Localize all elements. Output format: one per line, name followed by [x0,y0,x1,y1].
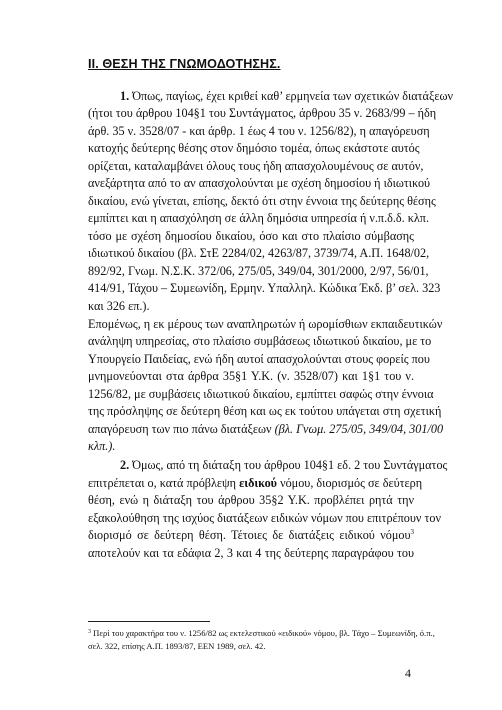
paragraph-2-line [88,476,423,491]
section-heading: ΙΙ. ΘΕΣΗ ΤΗΣ ΓΝΩΜΟΔΟΤΗΣΗΣ. [88,57,281,71]
paragraph-2-line [88,458,448,473]
paragraph-1-line: ορίζεται, καταλαμβάνει όλους τους ήδη απασχολουμένους σε αυτόν, [88,159,424,173]
paragraph-2-line [88,528,414,543]
footnote-text: Περί του χαρακτήρα του ν. 1256/82 ως εκτελεστικού «ειδικού» νόμου, βλ. Τάχο – Συμεωνίδη, ό.π., [91,628,435,638]
paragraph-2-line: εξακολούθηση της ισχύος διατάξεων ειδικών νόμων που επιτρέπουν τον [88,511,441,525]
paragraph-1-line: κατοχής δεύτερης θέσης στον δημόσιο τομέα, όπως εκάστοτε αυτός [88,141,420,155]
paragraph-b-line: 1256/82, με συμβάσεις ιδιωτικού δικαίου, εμπίπτει σαφώς στην έννοια [88,387,434,401]
paragraph-2-number: 2. [120,458,130,472]
paragraph-b-citation: (βλ. Γνωμ. 275/05, 349/04, 301/00 [274,422,444,436]
paragraph-b-text: απαγόρευση των πιο πάνω διατάξεων [88,422,275,436]
paragraph-b-last-line: κλπ.). [88,439,116,453]
paragraph-1-line: άρθ. 35 ν. 3528/07 - και άρθρ. 1 έως 4 του ν. 1256/82), η απαγόρευση [88,124,430,138]
paragraph-1-line: εμπίπτει και η απασχόληση σε άλλη δημόσια υπηρεσία ή ν.π.δ.δ. κλπ. [88,211,430,225]
paragraph-1-line [88,89,454,104]
paragraph-b-line: Υπουργείο Παιδείας, ενώ ήδη αυτοί απασχολούνται στους φορείς που [88,352,430,366]
paragraph-1-first-line: Όπως, παγίως, έχει κριθεί καθ’ ερμηνεία των σχετικών διατάξεων [129,89,454,103]
paragraph-b-line [88,422,444,437]
paragraph-1-number: 1. [120,89,130,103]
paragraph-1-line: 414/91, Τάχου – Συμεωνίδη, Ερμην. Υπαλληλ. Κώδικα Έκδ. β’ σελ. 323 [88,281,441,295]
footnote-marker: 3 [88,629,91,635]
paragraph-2-line: αποτελούν και τα εδάφια 2, 3 και 4 της δεύτερης παραγράφου του [88,546,414,560]
footnote-line [88,628,435,639]
footnote-line: σελ. 322, επίσης Α.Π. 1893/87, ΕΕΝ 1989, σελ. 42. [88,641,266,651]
paragraph-b-line: ανάληψη υπηρεσίας, στο πλαίσιο συμβάσεως ιδιωτικού δικαίου, με το [88,334,432,348]
page-number: 4 [405,666,411,680]
paragraph-2-first-line: Όμως, από τη διάταξη του άρθρου 104§1 εδ. 2 του Συντάγματος [129,458,448,472]
paragraph-1-line: ανεξάρτητα από το αν απασχολούνται με σχέση δημοσίου ή ιδιωτικού [88,176,431,190]
paragraph-2-text: επιτρέπεται ο, κατά πρόβλεψη [88,476,240,490]
paragraph-2-text: διορισμό σε δεύτερη θέση. Τέτοιες δε διατάξεις ειδικού νόμου [88,528,411,542]
paragraph-1-line: ιδιωτικού δικαίου (βλ. ΣτΕ 2284/02, 4263/87, 3739/74, Α.Π. 1648/02, [88,246,430,260]
paragraph-1-line: (ήτοι του άρθρου 104§1 του Συντάγματος, άρθρου 35 ν. 2683/99 – ήδη [88,106,437,120]
paragraph-1-last-line: και 326 επ.). [88,299,150,313]
footnote-reference[interactable]: 3 [410,528,414,536]
paragraph-b-line: Επομένως, η εκ μέρους των αναπληρωτών ή ωρομίσθιων εκπαιδευτικών [88,317,443,331]
footnote-divider [88,621,210,622]
paragraph-2-bold-word: ειδικού [239,476,278,490]
paragraph-b-line: μνημονεύονται στα άρθρα 35§1 Υ.Κ. (ν. 3528/07) και 1§1 του ν. [88,369,414,383]
paragraph-1-line: 892/92, Γνωμ. Ν.Σ.Κ. 372/06, 275/05, 349/04, 301/2000, 2/97, 56/01, [88,264,429,278]
paragraph-1-line: δικαίου, ενώ γίνεται, επίσης, δεκτό ότι στην έννοια της δεύτερης θέσης [88,194,436,208]
paragraph-b-line: της πρόσληψης σε δεύτερη θέση και ως εκ τούτου υπάγεται στη σχετική [88,404,442,418]
paragraph-2-text: νόμου, διορισμός σε δεύτερη [277,476,423,490]
paragraph-2-line: θέση, ενώ η διάταξη του άρθρου 35§2 Υ.Κ. προβλέπει ρητά την [88,493,414,507]
paragraph-1-line: τόσο με σχέση δημοσίου δικαίου, όσο και στο πλαίσιο σύμβασης [88,229,414,243]
